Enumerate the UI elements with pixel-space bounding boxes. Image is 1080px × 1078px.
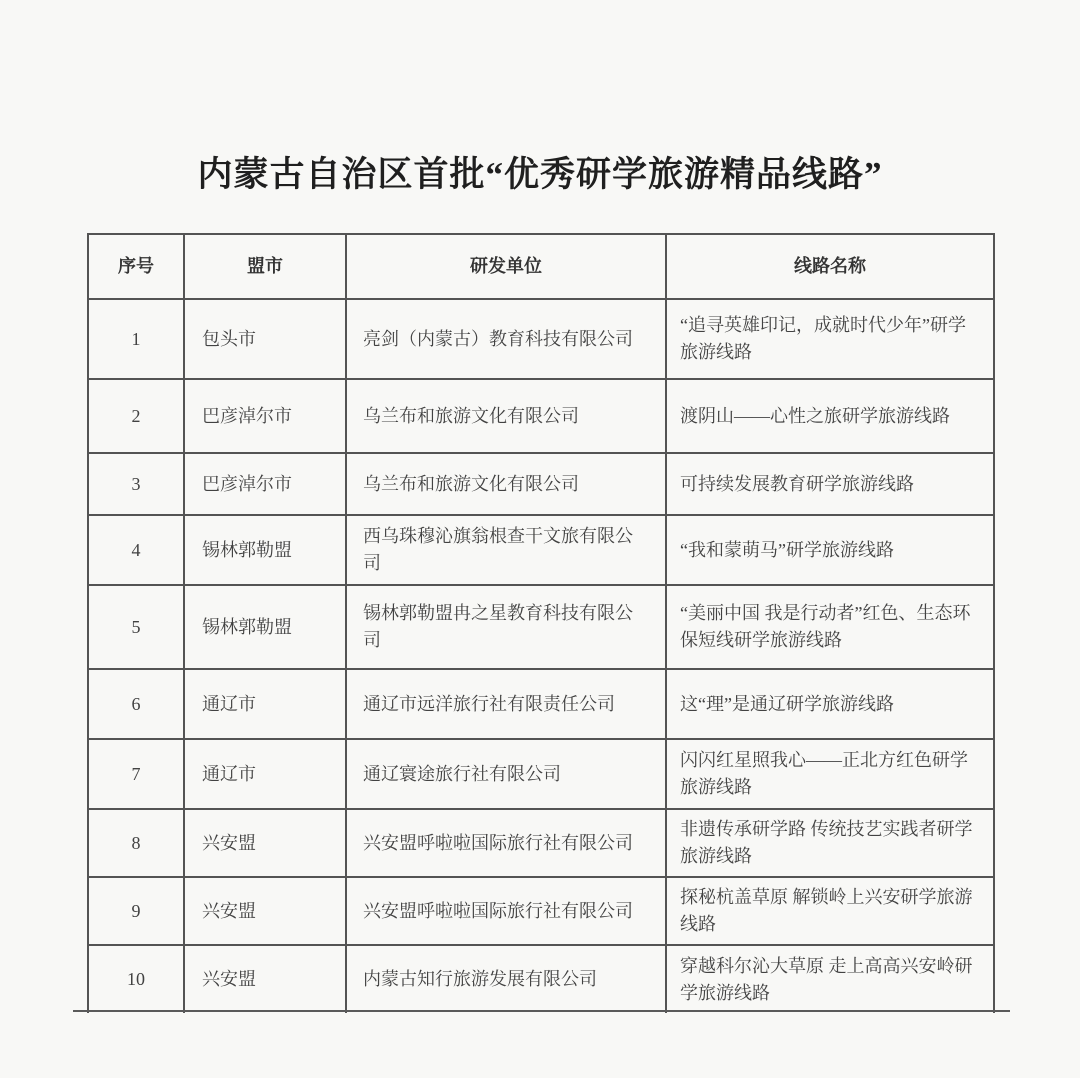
- cell-city: 通辽市: [184, 669, 346, 739]
- column-header-no: 序号: [88, 234, 184, 299]
- cell-serial: 8: [88, 809, 184, 877]
- cell-unit: 兴安盟呼啦啦国际旅行社有限公司: [346, 877, 666, 945]
- table-row: [88, 453, 994, 515]
- cell-unit: 乌兰布和旅游文化有限公司: [346, 379, 666, 453]
- cell-route: 闪闪红星照我心——正北方红色研学旅游线路: [666, 739, 994, 809]
- page-title: 内蒙古自治区首批“优秀研学旅游精品线路”: [197, 155, 883, 195]
- cell-serial: 1: [88, 299, 184, 379]
- cell-serial: 4: [88, 515, 184, 585]
- cell-city: 兴安盟: [184, 877, 346, 945]
- cell-city: 锡林郭勒盟: [184, 515, 346, 585]
- cell-serial: 10: [88, 945, 184, 1013]
- table-row: [88, 299, 994, 379]
- cell-unit: 通辽寰途旅行社有限公司: [346, 739, 666, 809]
- cell-serial: 3: [88, 453, 184, 515]
- cell-unit: 乌兰布和旅游文化有限公司: [346, 453, 666, 515]
- cell-unit: 西乌珠穆沁旗翁根查干文旅有限公司: [346, 515, 666, 585]
- cell-route: 探秘杭盖草原 解锁岭上兴安研学旅游线路: [666, 877, 994, 945]
- cell-route: “美丽中国 我是行动者”红色、生态环保短线研学旅游线路: [666, 585, 994, 669]
- table-row: [88, 739, 994, 809]
- cell-serial: 7: [88, 739, 184, 809]
- cell-serial: 2: [88, 379, 184, 453]
- cell-route: 可持续发展教育研学旅游线路: [666, 453, 994, 515]
- cell-route: “我和蒙萌马”研学旅游线路: [666, 515, 994, 585]
- cell-route: 这“理”是通辽研学旅游线路: [666, 669, 994, 739]
- cell-unit: 内蒙古知行旅游发展有限公司: [346, 945, 666, 1013]
- cell-city: 兴安盟: [184, 809, 346, 877]
- cell-serial: 6: [88, 669, 184, 739]
- table-bottom-rule: [73, 1010, 1010, 1012]
- cell-unit: 亮剑（内蒙古）教育科技有限公司: [346, 299, 666, 379]
- cell-unit: 锡林郭勒盟冉之星教育科技有限公司: [346, 585, 666, 669]
- table-row: [88, 585, 994, 669]
- cell-city: 兴安盟: [184, 945, 346, 1013]
- table-row: [88, 669, 994, 739]
- table-header-row: [88, 234, 994, 299]
- table-row: [88, 515, 994, 585]
- routes-table: [87, 233, 995, 1013]
- cell-city: 巴彦淖尔市: [184, 379, 346, 453]
- table-row: [88, 877, 994, 945]
- cell-route: 非遗传承研学路 传统技艺实践者研学旅游线路: [666, 809, 994, 877]
- column-header-unit: 研发单位: [346, 234, 666, 299]
- table-row: [88, 809, 994, 877]
- cell-city: 巴彦淖尔市: [184, 453, 346, 515]
- cell-city: 包头市: [184, 299, 346, 379]
- cell-route: 渡阴山——心性之旅研学旅游线路: [666, 379, 994, 453]
- table-row: [88, 945, 994, 1013]
- cell-route: 穿越科尔沁大草原 走上高高兴安岭研学旅游线路: [666, 945, 994, 1013]
- cell-unit: 兴安盟呼啦啦国际旅行社有限公司: [346, 809, 666, 877]
- table-row: [88, 379, 994, 453]
- cell-city: 通辽市: [184, 739, 346, 809]
- column-header-city: 盟市: [184, 234, 346, 299]
- cell-serial: 5: [88, 585, 184, 669]
- cell-serial: 9: [88, 877, 184, 945]
- cell-unit: 通辽市远洋旅行社有限责任公司: [346, 669, 666, 739]
- cell-route: “追寻英雄印记，成就时代少年”研学旅游线路: [666, 299, 994, 379]
- column-header-route: 线路名称: [666, 234, 994, 299]
- cell-city: 锡林郭勒盟: [184, 585, 346, 669]
